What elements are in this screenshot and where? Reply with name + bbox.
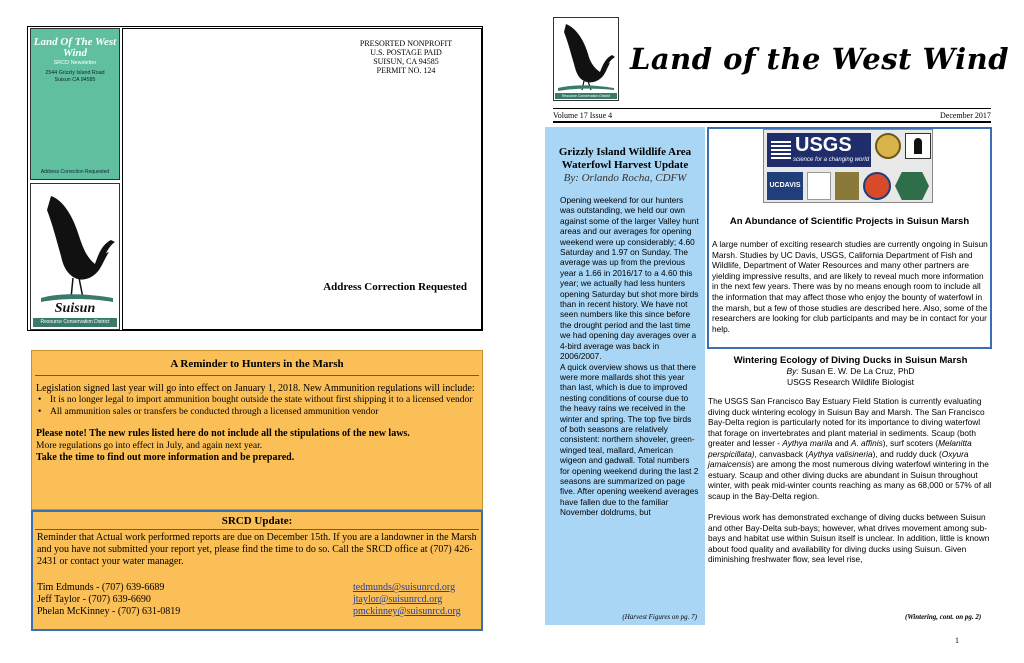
masthead-logo: [553, 17, 619, 101]
agency-logo-icon: [835, 172, 859, 200]
list-item: • All ammunition sales or transfers be conducted through a licensed ammunition vendor: [50, 407, 482, 419]
usgs-logo: [767, 133, 871, 167]
newsletter-subtitle: SRCD Newsletter: [53, 60, 97, 66]
heron-icon: [554, 18, 618, 94]
return-address-panel: [30, 28, 120, 180]
grizzly-article: [545, 127, 705, 625]
address-line-2: Suisun CA 94585: [54, 77, 96, 83]
reminder-list: [34, 395, 482, 418]
contact-email-link[interactable]: tedmunds@suisunrcd.org: [353, 582, 456, 593]
divider: [35, 375, 479, 376]
address-correction-small: Address Correction Requested: [40, 169, 110, 175]
address-panel: [122, 28, 482, 330]
paragraph: A quick overview shows us that there were more mallards shot this year than last, which is due to improved nesting conditions of course due to the heavy rains we received in the winter and spring. The top five birds of both seasons are relatively consistent: northern shoveler, green-winged teal, mallard, American wigeon and gadwall. Total numbers for opening weekend during the last 2 seasons are summarized on page five. After opening weekend averages have fallen due to the familiar November doldrums, but: [560, 361, 699, 518]
ucdavis-logo: UCDAVIS: [767, 172, 803, 200]
grizzly-continued: (Harvest Figures on pg. 7): [622, 613, 697, 621]
wintering-article: [708, 355, 993, 565]
cdfw-seal-icon: [875, 133, 901, 159]
contact-name: Phelan McKinney - (707) 631-0819: [37, 606, 181, 617]
list-item: • It is no longer legal to import ammunition bought outside the state without first shipping it to a licensed vendor: [50, 395, 482, 407]
postage-indicia: [341, 39, 471, 75]
contact-name: Tim Edmunds - (707) 639-6689: [37, 582, 165, 593]
grizzly-body: [545, 195, 705, 518]
text-run: and: [832, 438, 851, 448]
heron-icon: [905, 133, 931, 159]
divider: [35, 529, 479, 530]
contact-row: [37, 582, 481, 594]
postage-line: U.S. POSTAGE PAID: [370, 48, 442, 57]
usgs-wave-icon: [771, 139, 791, 159]
byline-name: Susan E. W. De La Cruz, PhD: [801, 366, 915, 376]
text-run: ), surf scoters (: [882, 438, 939, 448]
species-name: Aythya marila: [782, 438, 833, 448]
reminder-title: A Reminder to Hunters in the Marsh: [170, 358, 344, 370]
newsletter-title: Land Of The West Wind: [33, 36, 117, 59]
postage-line: PRESORTED NONPROFIT: [359, 39, 453, 48]
volume-issue: Volume 17 Issue 4: [553, 111, 613, 120]
partner-logos: [763, 129, 933, 203]
science-title: An Abundance of Scientific Projects in Suisun Marsh: [729, 216, 970, 227]
text-run: The USGS San Francisco Bay Estuary Field Station is currently evaluating diving duck wintering ecology in Suisun Bay and Marsh. The San Francisco Bay-Delta region is particularly noted for its importance to diving waterfowl that forage on invertebrates and plant material in sediments. Scaup (both greater and lesser -: [708, 396, 985, 448]
return-address: [31, 70, 119, 84]
fws-shield-icon: [895, 172, 929, 200]
srcd-update-box: [31, 510, 483, 631]
species-name: Oxyura jamaicensis: [708, 448, 969, 469]
contact-row: [37, 594, 481, 606]
contact-list: [37, 582, 481, 618]
state-seal-icon: [863, 172, 891, 200]
postage-line: PERMIT NO. 124: [376, 66, 436, 75]
address-line-1: 2544 Grizzly Island Road: [45, 70, 105, 76]
species-name: Aythya valisineria: [808, 448, 873, 459]
srcd-title: SRCD Update:: [221, 515, 293, 527]
paragraph: [708, 396, 993, 501]
wintering-author-role: USGS Research Wildlife Biologist: [786, 377, 915, 387]
divider: [553, 108, 991, 109]
text-run: canvasback (: [756, 448, 809, 459]
logo-band: Resource Conservation District: [33, 318, 117, 327]
text-run: ) are among the most numerous diving waterfowl wintering in the estuary. Scaup and other diving ducks are abundant in Suisun throughout winter, with peak mid-winter counts reaching as many as 68,000 or 57% of all scaup in the Bay-Delta region.: [708, 459, 992, 501]
paragraph: Previous work has demonstrated exchange of diving ducks between Suisun and other Bay-Delta sub-bays; however, what drives movement among sub-bays and habitat use within Suisun itself is unclear. In addition, little is known about food quality and availability for diving ducks using Suisun. Given diminishing freshwater flow, sea level rise,: [708, 512, 990, 564]
contact-email-link[interactable]: pmckinney@suisunrcd.org: [353, 606, 461, 617]
university-logo-icon: [807, 172, 831, 200]
species-name: Melanitta perspicillata),: [708, 438, 972, 459]
reminder-box: [31, 350, 483, 510]
masthead-title: Land of the West Wind: [630, 42, 1009, 76]
contact-row: [37, 606, 481, 618]
wintering-continued: (Wintering, cont. on pg. 2): [905, 613, 982, 621]
wintering-byline: [708, 366, 993, 377]
reminder-note-bold: Please note! The new rules listed here do not include all the stipulations of the new laws.: [36, 428, 410, 439]
paragraph: Opening weekend for our hunters was outstanding, we held our own against some of the larger Valley hunt areas and our averages for opening weekend were up considerably; 4.60 Saturday and 1.97 on Sunday. The average was up from the previous year a 1.66 in 2016/17 to a 4.60 this year; we actually had less hunters opening Saturday but shot more birds than in recent history. We have not seen numbers like this since before the drought period and the last time we had opening day averages over a 4-bird average was back in 2006/2007.: [560, 195, 699, 362]
contact-name: Jeff Taylor - (707) 639-6690: [37, 594, 151, 605]
srcd-logo: [30, 183, 120, 330]
grizzly-byline: By: Orlando Rocha, CDFW: [563, 172, 687, 184]
byline-label: By:: [786, 366, 799, 376]
science-body: A large number of exciting research studies are currently ongoing in Suisun Marsh. Studies by UC Davis, USGS, California Department of Fish and Wildlife, Department of Water Resources and many other partners are yielding impressive results, and are likely to reveal much more information in the next few years. There was by no means enough room to include all the information that may affect those who enjoy the bounty of waterfowl in the marsh, but a few of those studies are described here. Also, some of the researchers are looking for club participants and may be in contact for your help.: [712, 239, 988, 334]
usgs-tagline: science for a changing world: [793, 157, 870, 163]
reminder-note: More regulations go into effect in July, and again next year.: [36, 441, 263, 451]
logo-word: Suisun: [54, 301, 96, 316]
logo-band: Resource Conservation District: [555, 93, 617, 99]
grizzly-title: Grizzly Island Wildlife Area Waterfowl Harvest Update: [558, 146, 692, 171]
postage-line: SUISUN, CA 94585: [373, 57, 439, 66]
issue-date: December 2017: [940, 111, 991, 120]
heron-icon: [33, 186, 119, 316]
reminder-take-time: Take the time to find out more information and be prepared.: [36, 452, 295, 463]
wintering-title: Wintering Ecology of Diving Ducks in Suisun Marsh: [733, 355, 968, 366]
text-run: ), and ruddy duck (: [872, 448, 942, 459]
address-correction: Address Correction Requested: [323, 281, 467, 293]
divider: [553, 121, 991, 123]
species-name: A. affinis: [850, 438, 883, 448]
srcd-body: Reminder that Actual work performed reports are due on December 15th. If you are a landowner in the Marsh and you have not submitted your report yet, please find the time to do so. Call the SRCD office at (707) 426-2431 or contact your water manager.: [37, 532, 477, 567]
contact-email-link[interactable]: jtaylor@suisunrcd.org: [353, 594, 443, 605]
reminder-intro: Legislation signed last year will go into effect on January 1, 2018. New Ammunition regulations will include:: [36, 383, 475, 394]
page-number: 1: [955, 636, 959, 645]
usgs-text: USGS: [795, 134, 852, 156]
